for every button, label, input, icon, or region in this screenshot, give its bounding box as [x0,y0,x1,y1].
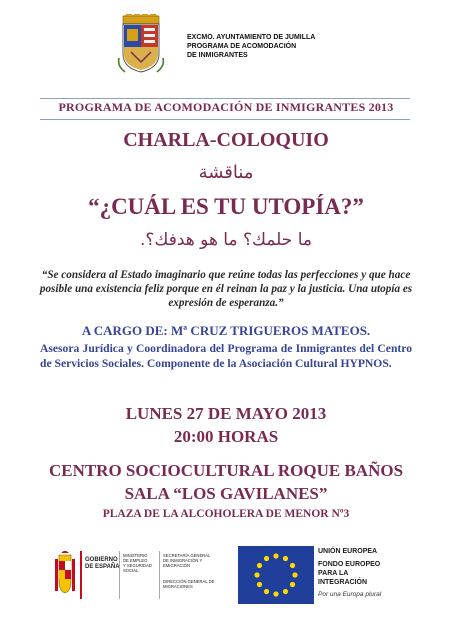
talk-title: “¿CUÁL ES TU UTOPÍA?” [88,194,364,219]
red-bar [80,551,82,599]
speaker-line: A CARGO DE: Mª CRUZ TRIGUEROS MATEOS. [81,323,371,338]
top-divider [40,98,410,99]
spain-coat-of-arms-icon [54,551,76,599]
municipal-crest-icon [117,14,165,76]
ministry-name [123,553,157,573]
eu-line-2: FONDO EUROPEO [318,561,381,568]
eu-flag-icon [238,546,314,604]
event-type-arabic: مناقشة [198,162,254,183]
event-date: LUNES 27 DE MAYO 2013 [125,404,327,423]
talk-title-arabic: ما حلمك؟ ما هو هدفك؟. [139,230,313,250]
gov-line-1: GOBIERNO [85,557,118,563]
bottom-divider [40,119,410,120]
government-logo [49,547,219,605]
speaker-bio: Asesora Jurídica y Coordinadora del Programa de Inmigrantes del Centro de Servicios Sociales. Componente de la Asociación Cultural HYPNOS. [40,342,412,370]
eu-fund-text [318,547,381,599]
org-line-1: EXCMO. AYUNTAMIENTO DE JUMILLA [187,34,316,41]
venue-room: SALA “LOS GAVILANES” [124,484,328,503]
event-type: CHARLA-COLOQUIO [123,129,329,151]
organization-header [187,33,315,60]
venue-address: PLAZA DE LA ALCOHOLERA DE MENOR Nº3 [102,508,350,520]
org-line-2: PROGRAMA DE ACOMODACIÓN [187,43,297,50]
ministry-line-1: MINISTERIO [123,553,148,558]
utopia-quote: “Se considera al Estado imaginario que reúne todas las perfecciones y que hace posible una existencia feliz porque en él reinan la paz y la justicia. Una utopía es expresión de esperanza.” [39,269,413,309]
event-time: 20:00 HORAS [173,427,279,446]
secretaria-general: SECRETARÍA GENERAL DE INMIGRACIÓN Y EMIGRACIÓN [163,553,211,568]
eu-line-3: PARA LA [318,570,349,577]
eu-slogan: Por una Europa plural [318,591,382,598]
org-line-3: DE INMIGRANTES [187,52,248,59]
gov-line-2: DE ESPAÑA [85,564,120,570]
program-title: PROGRAMA DE ACOMODACIÓN DE INMIGRANTES 2013 [58,100,394,114]
eu-line-1: UNIÓN EUROPEA [318,548,378,555]
eu-line-4: INTEGRACIÓN [318,579,367,586]
gov-name [85,557,120,571]
ministry-line-2: DE EMPLEO [123,558,148,563]
gov-separator [119,551,120,599]
direccion-general: DIRECCIÓN GENERAL DE MIGRACIONES [163,579,215,589]
venue-name: CENTRO SOCIOCULTURAL ROQUE BAÑOS [48,461,404,480]
ministry-line-3: Y SEGURIDAD SOCIAL [123,563,152,573]
ministry-separator [159,551,160,599]
